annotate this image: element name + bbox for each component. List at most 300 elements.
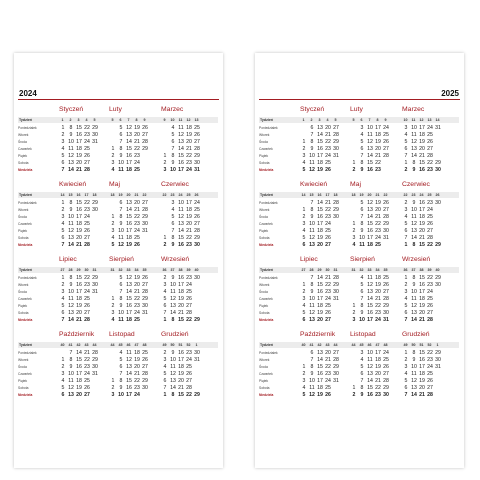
day-cell: 4 [302,385,306,391]
day-cell: 11 [309,160,315,166]
day-cell: 20 [134,282,140,288]
day-cell: 25 [383,357,389,363]
day-cell: 14 [170,385,176,391]
day-cell: 13 [411,146,417,152]
month-name-row [18,330,218,341]
day-cell: 28 [383,378,389,384]
day-cell: 13 [317,350,323,356]
day-cell: 3 [352,235,356,241]
day-cell: 12 [309,310,315,316]
day-cell: 15 [367,160,373,166]
day-cell: 16 [76,132,82,138]
day-cell: 25 [134,317,140,323]
day-cell: 16 [178,242,184,248]
day-cell: 26 [142,275,148,281]
month-name-row [259,105,459,116]
month-name-row [259,180,459,191]
day-cell: 26 [186,296,192,302]
week-number: 19 [118,193,123,197]
month-name: Grudzień [402,331,430,338]
day-cell: 14 [317,275,323,281]
week-number: 5 [352,118,355,122]
day-cell: 29 [435,160,441,166]
day-cell: 27 [333,125,339,131]
day-cell: 14 [178,146,184,152]
week-number: 51 [178,343,183,347]
day-cell: 25 [383,275,389,281]
day-cell: 16 [419,357,425,363]
day-cell: 22 [325,139,331,145]
day-cell: 11 [68,296,74,302]
day-cell: 1 [404,275,408,281]
day-cell: 10 [411,364,417,370]
day-cell: 27 [142,364,148,370]
year-label: 2025 [441,89,459,98]
day-cell: 16 [126,221,132,227]
week-number: 27 [60,268,65,272]
week-number: 50 [411,343,416,347]
day-cell: 20 [375,371,381,377]
day-cell: 29 [435,350,441,356]
day-cell: 27 [84,235,90,241]
day-cell: 23 [325,214,331,220]
week-number: 23 [170,193,175,197]
day-cell: 17 [186,200,192,206]
year-label: 2024 [19,89,37,98]
day-cell: 3 [111,228,115,234]
day-cell: 23 [134,303,140,309]
day-cell: 14 [126,139,132,145]
day-cell: 22 [84,200,90,206]
day-cell: 4 [404,214,408,220]
day-cell: 3 [111,160,115,166]
week-number: 31 [351,268,356,272]
day-cell: 18 [317,228,323,234]
day-cell: 20 [76,392,82,398]
month-name: Grudzień [161,331,189,338]
day-cell: 12 [118,242,124,248]
day-cell: 21 [134,207,140,213]
day-cell: 26 [383,364,389,370]
day-cell: 13 [411,385,417,391]
day-cell: 18 [367,242,373,248]
day-cell: 1 [163,235,167,241]
week-number: 14 [435,118,440,122]
day-cell: 6 [163,378,167,384]
week-number: 25 [186,193,191,197]
day-cell: 22 [134,146,140,152]
weekday-label: Czwartek [259,147,273,151]
day-cell: 9 [119,385,123,391]
day-cell: 14 [126,371,132,377]
day-cell: 19 [134,357,140,363]
day-cell: 20 [76,235,82,241]
day-cell: 26 [383,282,389,288]
day-cell: 12 [309,392,315,398]
day-cell: 25 [134,235,140,241]
day-cell: 16 [178,160,184,166]
day-cell: 16 [367,392,373,398]
month-name-row [259,255,459,266]
day-cell: 25 [84,296,90,302]
day-cell: 1 [61,125,65,131]
day-cell: 5 [119,275,123,281]
day-cell: 5 [171,132,175,138]
day-cell: 24 [375,235,381,241]
day-cell: 23 [186,242,192,248]
weekday-label: Czwartek [18,147,32,151]
day-cell: 27 [142,132,148,138]
day-cell: 9 [360,392,364,398]
day-cell: 27 [84,310,90,316]
weekday-label: Piątek [18,379,28,383]
day-cell: 3 [302,221,306,227]
day-cell: 1 [404,160,408,166]
day-cell: 7 [310,357,314,363]
day-cell: 30 [333,146,339,152]
day-cell: 5 [404,139,408,145]
day-cell: 19 [76,385,82,391]
day-cell: 16 [367,228,373,234]
day-cell: 2 [404,167,408,173]
day-cell: 26 [84,385,90,391]
day-cell: 10 [170,282,176,288]
day-cell: 24 [427,125,433,131]
week-number: 14 [301,193,306,197]
day-cell: 7 [404,392,408,398]
day-cell: 6 [171,139,175,145]
week-number: 1 [195,343,198,347]
day-cell: 13 [126,364,132,370]
day-cell: 3 [171,200,175,206]
day-cell: 4 [360,132,364,138]
weekday-label: Środa [259,365,268,369]
day-cell: 9 [310,289,314,295]
weekday-label: Niedziela [259,168,274,172]
day-cell: 26 [186,371,192,377]
weekday-label: Środa [259,290,268,294]
weekday-label: Środa [259,140,268,144]
quarter-block [18,330,218,404]
week-number: 22 [162,193,167,197]
day-cell: 2 [404,282,408,288]
quarter-block [259,255,459,329]
day-cell: 9 [360,167,364,173]
day-cell: 4 [404,371,408,377]
day-cell: 3 [163,167,167,173]
day-cell: 2 [352,228,356,234]
day-cell: 1 [302,139,306,145]
weekday-label: Piątek [259,379,269,383]
day-cell: 30 [435,357,441,363]
week-number: 44 [333,343,338,347]
day-cell: 23 [84,364,90,370]
day-cell: 29 [92,275,98,281]
week-number: 9 [143,118,146,122]
month-name: Marzec [161,106,184,113]
day-cell: 9 [171,275,175,281]
week-number-bar [259,342,459,348]
week-label: Tydzień [19,268,33,272]
day-cell: 14 [68,317,74,323]
week-number: 18 [333,193,338,197]
day-cell: 29 [142,214,148,220]
weekday-label: Niedziela [18,318,33,322]
day-cell: 29 [333,139,339,145]
day-cell: 15 [367,303,373,309]
day-cell: 11 [367,357,373,363]
day-cell: 24 [427,364,433,370]
day-cell: 24 [325,296,331,302]
day-cell: 9 [310,371,314,377]
week-number: 33 [367,268,372,272]
week-number-bar [18,117,218,123]
quarter-block [18,180,218,254]
day-cell: 18 [419,214,425,220]
day-cell: 2 [111,153,115,159]
weekday-label: Poniedziałek [18,351,37,355]
calendar-page-right [255,53,464,468]
week-number: 38 [178,268,183,272]
day-cell: 21 [325,357,331,363]
day-cell: 17 [76,371,82,377]
day-cell: 2 [352,392,356,398]
day-cell: 12 [411,303,417,309]
day-cell: 12 [178,132,184,138]
week-number: 40 [301,343,306,347]
day-cell: 8 [171,392,175,398]
day-cell: 6 [61,310,65,316]
day-cell: 13 [178,221,184,227]
day-cell: 25 [84,378,90,384]
day-cell: 21 [178,310,184,316]
day-cell: 11 [170,289,176,295]
day-cell: 9 [69,207,73,213]
day-cell: 15 [178,317,184,323]
day-cell: 17 [419,207,425,213]
week-label: Tydzień [19,118,33,122]
day-cell: 15 [126,146,132,152]
day-cell: 7 [360,296,364,302]
week-number: 16 [76,193,81,197]
weekday-label: Wtorek [18,358,29,362]
day-cell: 21 [134,139,140,145]
day-cell: 28 [333,357,339,363]
day-cell: 18 [375,275,381,281]
week-number: 21 [375,193,380,197]
day-cell: 1 [302,282,306,288]
day-cell: 16 [419,200,425,206]
day-cell: 7 [360,378,364,384]
weekday-label: Poniedziałek [259,201,278,205]
day-cell: 23 [325,146,331,152]
day-cell: 14 [68,242,74,248]
day-cell: 2 [352,310,356,316]
day-cell: 2 [163,242,167,248]
day-cell: 12 [126,357,132,363]
day-cell: 18 [375,357,381,363]
day-cell: 3 [360,350,364,356]
day-cell: 21 [76,317,82,323]
day-cell: 12 [367,200,373,206]
day-cell: 8 [360,385,364,391]
month-name: Październik [300,331,336,338]
day-cell: 12 [170,296,176,302]
week-number-bar [18,267,218,273]
day-cell: 6 [119,282,123,288]
day-cell: 17 [375,350,381,356]
week-number: 4 [326,118,329,122]
day-cell: 26 [325,235,331,241]
weekday-label: Sobota [18,236,29,240]
day-cell: 14 [411,392,417,398]
day-cell: 22 [186,235,192,241]
day-cell: 8 [171,317,175,323]
day-cell: 28 [333,275,339,281]
weekday-label: Poniedziałek [18,126,37,130]
weekday-label: Czwartek [259,372,273,376]
day-cell: 4 [360,275,364,281]
day-cell: 10 [68,371,74,377]
day-cell: 15 [419,242,425,248]
week-number: 4 [85,118,88,122]
weekday-label: Środa [18,140,27,144]
day-cell: 30 [333,214,339,220]
day-cell: 2 [352,167,356,173]
day-cell: 13 [411,310,417,316]
weekday-label: Sobota [259,311,270,315]
day-cell: 13 [309,242,315,248]
day-cell: 23 [134,221,140,227]
day-cell: 7 [61,167,65,173]
weekday-label: Czwartek [18,222,32,226]
day-cell: 25 [84,146,90,152]
weekday-label: Piątek [18,229,28,233]
day-cell: 6 [360,371,364,377]
week-number: 41 [68,343,73,347]
day-cell: 21 [375,153,381,159]
day-cell: 29 [333,282,339,288]
week-number: 10 [403,118,408,122]
day-cell: 21 [325,275,331,281]
day-cell: 11 [309,385,315,391]
week-number: 2 [69,118,72,122]
day-cell: 16 [317,214,323,220]
day-cell: 26 [427,221,433,227]
day-cell: 23 [427,357,433,363]
week-number: 28 [309,268,314,272]
day-cell: 21 [134,371,140,377]
day-cell: 19 [186,132,192,138]
day-cell: 7 [119,371,123,377]
day-cell: 4 [61,378,65,384]
day-cell: 2 [302,289,306,295]
quarter-block [259,330,459,404]
day-cell: 26 [325,310,331,316]
day-cell: 24 [383,125,389,131]
day-cell: 31 [142,228,148,234]
day-cell: 11 [367,132,373,138]
day-cell: 5 [163,296,167,302]
day-cell: 14 [367,153,373,159]
day-cell: 6 [302,242,306,248]
day-cell: 6 [404,146,408,152]
day-cell: 1 [302,364,306,370]
week-number: 36 [162,268,167,272]
day-cell: 2 [61,282,65,288]
month-name: Listopad [350,331,376,338]
day-cell: 18 [186,125,192,131]
day-cell: 10 [309,153,315,159]
week-number: 34 [375,268,380,272]
day-cell: 19 [317,392,323,398]
day-cell: 9 [412,357,416,363]
day-cell: 29 [383,385,389,391]
day-cell: 8 [69,125,73,131]
day-cell: 16 [419,282,425,288]
day-cell: 22 [375,385,381,391]
week-number: 3 [318,118,321,122]
day-cell: 12 [68,153,74,159]
day-cell: 27 [142,282,148,288]
day-cell: 26 [194,214,200,220]
month-name: Luty [109,106,122,113]
quarter-block [18,255,218,329]
day-cell: 15 [367,221,373,227]
day-cell: 24 [186,282,192,288]
day-cell: 17 [126,160,132,166]
day-cell: 6 [61,235,65,241]
header-divider [259,99,460,100]
day-cell: 25 [325,385,331,391]
day-cell: 22 [134,378,140,384]
day-cell: 28 [186,385,192,391]
day-cell: 19 [419,378,425,384]
day-cell: 3 [163,282,167,288]
day-cell: 25 [194,125,200,131]
day-cell: 31 [194,167,200,173]
day-cell: 3 [302,296,306,302]
day-cell: 3 [61,214,65,220]
day-cell: 24 [186,357,192,363]
day-cell: 19 [134,125,140,131]
week-number: 46 [367,343,372,347]
day-cell: 4 [119,350,123,356]
day-cell: 11 [170,364,176,370]
weekday-label: Wtorek [18,133,29,137]
day-cell: 8 [412,350,416,356]
day-cell: 19 [76,228,82,234]
day-cell: 1 [352,303,356,309]
day-cell: 29 [333,364,339,370]
week-number: 37 [411,268,416,272]
day-cell: 7 [310,132,314,138]
day-cell: 9 [412,282,416,288]
day-cell: 5 [61,303,65,309]
day-cell: 22 [375,221,381,227]
week-number: 40 [435,268,440,272]
day-cell: 28 [142,139,148,145]
day-cell: 10 [309,378,315,384]
day-cell: 31 [435,364,441,370]
week-number: 42 [317,343,322,347]
day-cell: 12 [309,167,315,173]
day-cell: 24 [134,228,140,234]
day-cell: 19 [375,200,381,206]
day-cell: 5 [404,221,408,227]
day-cell: 15 [419,350,425,356]
day-cell: 13 [126,132,132,138]
